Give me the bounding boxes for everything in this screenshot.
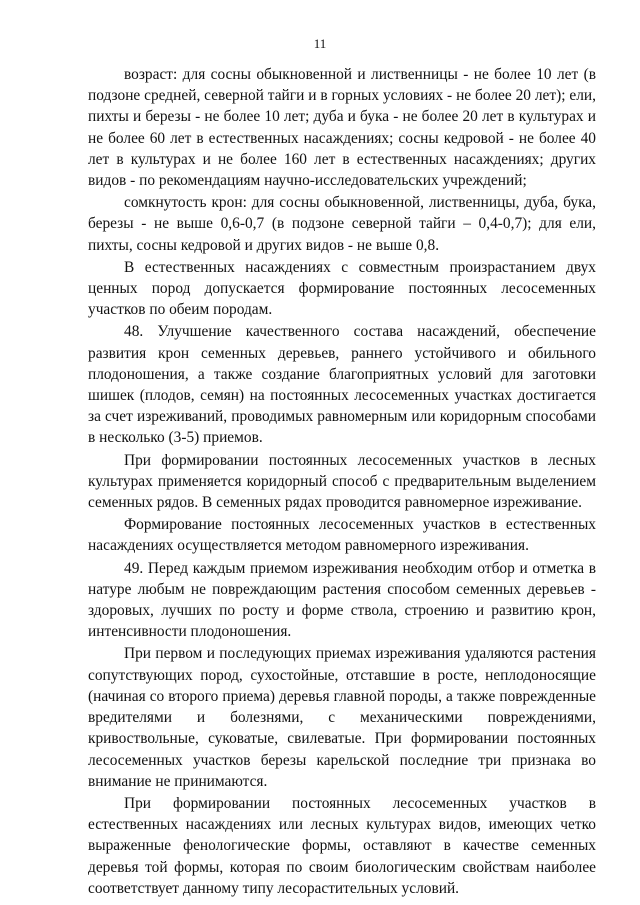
paragraph-phenological-forms: При формировании постоянных лесосеменных участков в естественных насаждениях или лесных культурах видов, имеющих четко выраженные фенологические формы, оставляют в качестве семенных деревья той формы, которая по своим биологическим свойствам наиболее соответствует данному типу лесорастительных условий. bbox=[88, 794, 596, 897]
paragraph-removal: При первом и последующих приемах изреживания удаляются растения сопутствующих пород, сухостойные, отставшие в росте, неплодоносящие (начиная со второго приема) деревья главной породы, а также поврежденные вредителями и болезнями, с механическими повреждениями, кривоствольные, суковатые, свилеватые. При формировании постоянных лесосеменных участков березы карельской последние три признака во внимание не принимаются. bbox=[88, 645, 596, 790]
paragraph-forest-cultures: При формировании постоянных лесосеменных участков в лесных культурах применяется коридорный способ с предварительным выделением семенных рядов. В семенных рядах проводится равномерное изреживание. bbox=[88, 451, 596, 512]
paragraph-item-48: 48. Улучшение качественного состава насаждений, обеспечение развития крон семенных деревьев, раннего устойчивого и обильного плодоношения, а также создание благоприятных условий для заготовки шишек (плодов, семян) на постоянных лесосеменных участках достигается за счет изреживаний, проводимых равномерным или коридорным способами в несколько (3-5) приемов. bbox=[88, 323, 596, 447]
paragraph-crown-closure: сомкнутость крон: для сосны обыкновенной, лиственницы, дуба, бука, березы - не выше 0,6-0,7 (в подзоне северной тайги – 0,4-0,7); для ели, пихты, сосны кедровой и других видов - не выше 0,8. bbox=[88, 194, 596, 254]
paragraph-age: возраст: для сосны обыкновенной и лиственницы - не более 10 лет (в подзоне средней, северной тайги и в горных условиях - не более 20 лет); ели, пихты и березы - не более 10 лет; дуба и бука - не более 20 лет в культурах и не более 60 лет в естественных насаждениях; сосны кедровой - не более 40 лет в культурах и не более 160 лет в естественных насаждениях; других видов - по рекомендациям научно-исследовательских учреждений; bbox=[88, 66, 596, 190]
paragraph-item-49: 49. Перед каждым приемом изреживания необходим отбор и отметка в натуре любым не повреждающим растения способом семенных деревьев - здоровых, лучших по росту и форме ствола, строению и развитию крон, интенсивности плодоношения. bbox=[88, 559, 596, 641]
document-body bbox=[88, 64, 596, 900]
paragraph-natural-stands: Формирование постоянных лесосеменных участков в естественных насаждениях осуществляется методом равномерного изреживания. bbox=[88, 516, 596, 555]
paragraph-two-species: В естественных насаждениях с совместным произрастанием двух ценных пород допускается формирование постоянных лесосеменных участков по обеим породам. bbox=[88, 258, 596, 319]
page-number: 11 bbox=[313, 36, 327, 51]
